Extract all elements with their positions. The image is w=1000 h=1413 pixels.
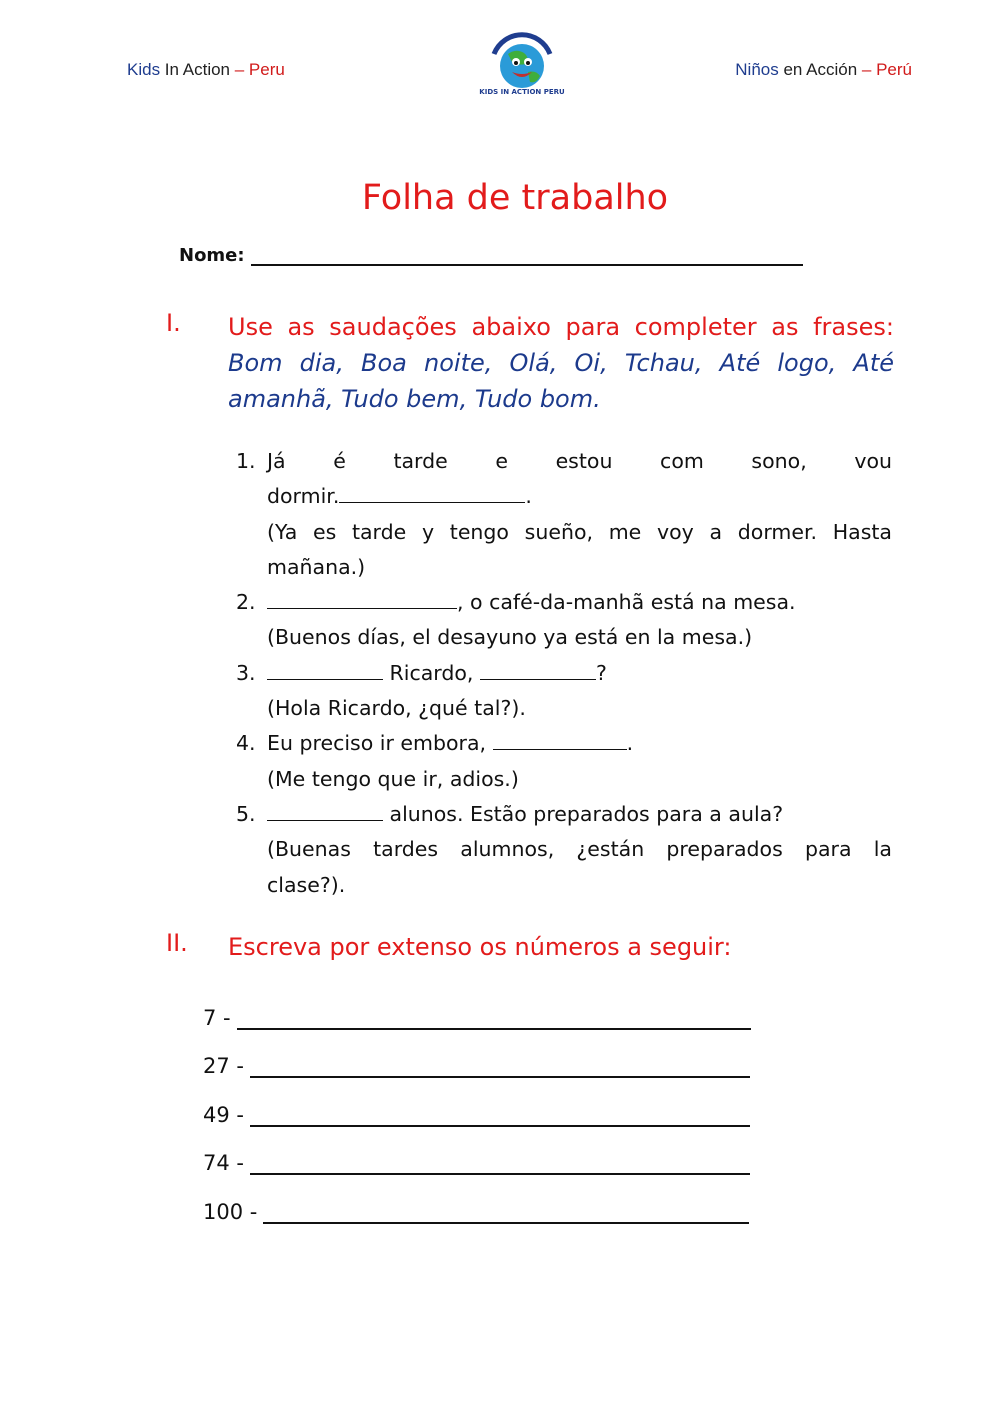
section-1-heading: Use as saudações abaixo para completer as frases: bbox=[228, 313, 894, 341]
number-label: 100 - bbox=[203, 1200, 258, 1224]
globe-face-logo-icon bbox=[478, 20, 566, 108]
greetings-list: Bom dia, Boa noite, Olá, Oi, Tchau, Até logo, Até amanhã, Tudo bem, Tudo bom. bbox=[228, 349, 894, 413]
list-item: 5. alunos. Estão preparados para a aula? (Buenas tardes alumnos, ¿están preparados para la clase?). bbox=[236, 797, 892, 903]
header-left-country: – Peru bbox=[234, 60, 285, 79]
number-answer-line[interactable] bbox=[237, 1006, 751, 1030]
item-number: 5. bbox=[236, 801, 256, 826]
header-right-ninos: Niños bbox=[735, 60, 779, 79]
header-right bbox=[735, 60, 912, 80]
item-number: 3. bbox=[236, 660, 256, 685]
answer-blank-3b[interactable] bbox=[480, 659, 596, 680]
number-label: 49 - bbox=[203, 1103, 244, 1127]
item-number: 1. bbox=[236, 449, 256, 473]
section-1-numeral: I. bbox=[166, 309, 181, 337]
section-2-numeral: II. bbox=[166, 929, 188, 957]
svg-text:KIDS IN ACTION PERU: KIDS IN ACTION PERU bbox=[479, 88, 565, 96]
number-row bbox=[203, 1151, 750, 1175]
section-2 bbox=[166, 929, 894, 965]
page-title: Folha de trabalho bbox=[361, 178, 669, 218]
number-row bbox=[203, 1054, 750, 1078]
item-1-text-line2: dormir. bbox=[267, 484, 340, 509]
item-1-translation-line2: mañana.) bbox=[267, 554, 366, 579]
number-answer-line[interactable] bbox=[250, 1054, 750, 1078]
number-label: 7 - bbox=[203, 1006, 231, 1030]
header-right-country: – Perú bbox=[861, 60, 912, 79]
header-left-in-action: In Action bbox=[160, 60, 235, 79]
item-5-translation-line1: (Buenas tardes alumnos, ¿están preparados para la bbox=[267, 837, 892, 862]
item-number: 4. bbox=[236, 731, 256, 756]
item-4-translation: (Me tengo que ir, adios.) bbox=[267, 766, 519, 791]
list-item: 3. Ricardo, ? (Hola Ricardo, ¿qué tal?). bbox=[236, 656, 892, 727]
number-row bbox=[203, 1006, 751, 1030]
list-item: 1. Já é tarde e estou com sono, vou dormir. . (Ya es tarde y tengo sueño, me voy a dormer. Hasta mañana.) bbox=[236, 444, 892, 585]
answer-blank-3a[interactable] bbox=[267, 659, 383, 680]
section-2-heading: Escreva por extenso os números a seguir: bbox=[228, 933, 732, 961]
name-row bbox=[179, 244, 803, 266]
answer-blank-5[interactable] bbox=[267, 800, 383, 821]
number-row bbox=[203, 1200, 749, 1224]
item-2-translation: (Buenos días, el desayuno ya está en la mesa.) bbox=[267, 625, 753, 650]
name-field[interactable] bbox=[251, 244, 803, 266]
answer-blank-2[interactable] bbox=[267, 588, 457, 609]
item-3-translation: (Hola Ricardo, ¿qué tal?). bbox=[267, 696, 526, 721]
number-answer-line[interactable] bbox=[250, 1151, 750, 1175]
header-left-kids: Kids bbox=[127, 60, 161, 79]
number-answer-line[interactable] bbox=[250, 1103, 750, 1127]
number-label: 74 - bbox=[203, 1151, 244, 1175]
number-row bbox=[203, 1103, 750, 1127]
exercise-list bbox=[236, 444, 892, 903]
name-label: Nome: bbox=[179, 245, 245, 266]
item-5-translation-line2: clase?). bbox=[267, 872, 346, 897]
number-label: 27 - bbox=[203, 1054, 244, 1078]
header-left bbox=[127, 60, 285, 80]
number-answer-line[interactable] bbox=[263, 1200, 749, 1224]
item-1-text-line1: Já é tarde e estou com sono, vou bbox=[267, 449, 892, 473]
list-item: 2. , o café-da-manhã está na mesa. (Buenos días, el desayuno ya está en la mesa.) bbox=[236, 585, 892, 656]
section-1 bbox=[166, 309, 894, 417]
item-number: 2. bbox=[236, 590, 256, 615]
answer-blank-4[interactable] bbox=[493, 729, 627, 750]
list-item: 4. Eu preciso ir embora, . (Me tengo que ir, adios.) bbox=[236, 726, 892, 797]
answer-blank-1[interactable] bbox=[339, 482, 525, 503]
header-right-en-accion: en Acción bbox=[778, 60, 862, 79]
kids-in-action-logo bbox=[478, 20, 566, 108]
item-1-translation-line1: (Ya es tarde y tengo sueño, me voy a dormer. Hasta bbox=[267, 519, 892, 544]
